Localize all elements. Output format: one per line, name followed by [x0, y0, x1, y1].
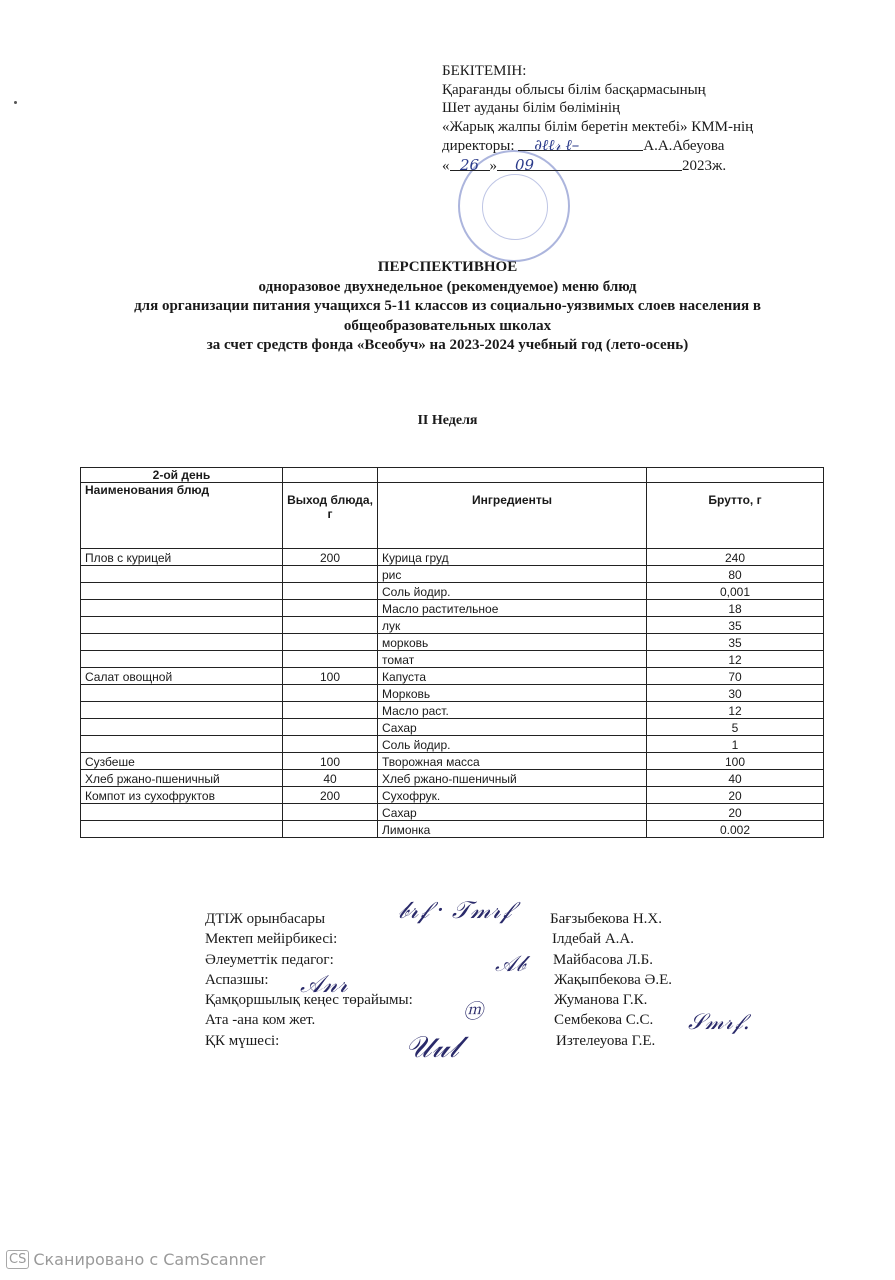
gross-cell: 20 — [647, 804, 824, 821]
gross-cell: 100 — [647, 753, 824, 770]
gross-cell: 12 — [647, 702, 824, 719]
dish-cell — [81, 634, 283, 651]
gross-cell: 30 — [647, 685, 824, 702]
signature-scribble-icon: 𝒷𝓇𝒻 · 𝒯𝓂𝓇𝒻 — [398, 896, 512, 924]
ingredient-cell: рис — [378, 566, 647, 583]
signatory-role: Мектеп мейірбикесі: — [205, 931, 338, 948]
document-subtitle-1 — [0, 278, 895, 298]
dish-cell — [81, 617, 283, 634]
yield-cell — [283, 566, 378, 583]
table-row — [81, 719, 824, 736]
table-header-row — [81, 483, 824, 549]
yield-cell: 40 — [283, 770, 378, 787]
signatory-name: Жақыпбекова Ә.Е. — [554, 971, 673, 988]
signature-scribble-icon: 𝒜𝓃𝓇 — [300, 970, 348, 998]
gross-cell: 35 — [647, 617, 824, 634]
date-year: 2023ж. — [682, 157, 727, 174]
scan-speck — [14, 101, 17, 104]
signature-scribble-icon: 𝒰𝓊𝓁 — [405, 1030, 459, 1065]
yield-cell: 200 — [283, 549, 378, 566]
ingredient-cell: Капуста — [378, 668, 647, 685]
yield-cell — [283, 736, 378, 753]
dish-cell — [81, 583, 283, 600]
signatory-name: Майбасова Л.Б. — [553, 951, 654, 968]
approval-block — [442, 62, 753, 176]
ingredient-cell: Соль йодир. — [378, 736, 647, 753]
dish-cell — [81, 821, 283, 838]
dish-cell — [81, 719, 283, 736]
signatory-name: Жуманова Г.К. — [554, 992, 648, 1009]
dish-cell — [81, 702, 283, 719]
week-label: II Неделя — [417, 413, 478, 428]
header-gross: Брутто, г — [647, 483, 824, 549]
gross-cell: 0,001 — [647, 583, 824, 600]
ingredient-cell: Курица груд — [378, 549, 647, 566]
gross-cell: 70 — [647, 668, 824, 685]
camscanner-watermark — [6, 1250, 265, 1269]
ingredient-cell: лук — [378, 617, 647, 634]
gross-cell: 1 — [647, 736, 824, 753]
gross-cell: 5 — [647, 719, 824, 736]
ingredient-cell: Масло раст. — [378, 702, 647, 719]
table-row — [81, 736, 824, 753]
signatory-role: Әлеуметтік педагог: — [205, 951, 334, 968]
table-row — [81, 583, 824, 600]
camscanner-logo-icon: CS — [6, 1250, 29, 1269]
dish-cell — [81, 566, 283, 583]
yield-cell: 100 — [283, 753, 378, 770]
dish-cell: Хлеб ржано-пшеничный — [81, 770, 283, 787]
date-month: 09 — [515, 155, 535, 174]
dish-cell — [81, 804, 283, 821]
document-title-block — [0, 258, 895, 356]
gross-cell: 18 — [647, 600, 824, 617]
signatory-role: Қамқоршылық кеңес төрайымы: — [205, 992, 413, 1009]
document-subtitle-3: общеобразовательных школах — [343, 317, 552, 334]
day-empty-cell — [378, 468, 647, 483]
yield-cell — [283, 804, 378, 821]
signatory-role: ҚК мүшесі: — [205, 1032, 280, 1049]
table-row — [81, 600, 824, 617]
gross-cell: 20 — [647, 787, 824, 804]
dish-cell: Плов с курицей — [81, 549, 283, 566]
signatory-names — [550, 909, 672, 1051]
day-row — [81, 468, 824, 483]
yield-cell — [283, 821, 378, 838]
subtitle-text-1: одноразовое двухнедельное (рекомендуемое) меню блюд — [258, 278, 637, 295]
dish-cell: Салат овощной — [81, 668, 283, 685]
approval-director-line — [442, 136, 753, 156]
signatory-name: Бағзыбекова Н.Х. — [550, 911, 663, 927]
approval-line-2: Шет ауданы білім бөлімінің — [442, 100, 621, 117]
ingredient-cell: томат — [378, 651, 647, 668]
date-month-field — [497, 155, 682, 174]
camscanner-text: Сканировано с CamScanner — [33, 1250, 266, 1269]
yield-cell — [283, 651, 378, 668]
yield-cell — [283, 583, 378, 600]
director-label: директоры: — [442, 138, 515, 155]
dish-cell: Сузбеше — [81, 753, 283, 770]
day-empty-cell — [647, 468, 824, 483]
date-day-field — [450, 155, 490, 174]
header-yield: Выход блюда, г — [283, 483, 378, 549]
yield-cell — [283, 617, 378, 634]
ingredient-cell: Соль йодир. — [378, 583, 647, 600]
signatory-name: Изтелеуова Г.Е. — [556, 1032, 656, 1049]
document-subtitle-4: за счет средств фонда «Всеобуч» на 2023-2024 учебный год (лето-осень) — [206, 337, 689, 353]
table-row — [81, 668, 824, 685]
approval-date-line — [442, 156, 753, 176]
table-row — [81, 770, 824, 787]
gross-cell: 35 — [647, 634, 824, 651]
date-open-quote: « — [442, 157, 450, 174]
signature-scribble-icon: ⓜ — [463, 999, 483, 1023]
table-row — [81, 787, 824, 804]
table-row — [81, 549, 824, 566]
signatory-name: Сембекова С.С. — [554, 1012, 654, 1029]
signatory-name: Ілдебай А.А. — [552, 931, 635, 948]
dish-cell — [81, 685, 283, 702]
ingredient-cell: Масло растительное — [378, 600, 647, 617]
signatory-role: Ата -ана ком жет. — [205, 1012, 316, 1029]
yield-cell — [283, 719, 378, 736]
approval-heading: БЕКІТЕМІН: — [442, 63, 527, 79]
yield-cell — [283, 600, 378, 617]
director-name: А.А.Абеуова — [643, 138, 725, 155]
dish-cell — [81, 600, 283, 617]
document-subtitle-2: для организации питания учащихся 5-11 классов из социально-уязвимых слоев населения в — [134, 298, 761, 314]
date-day: 26 — [459, 155, 480, 174]
signatory-role: Аспазшы: — [205, 971, 269, 988]
header-dish: Наименования блюд — [81, 483, 283, 549]
date-close-quote: » — [489, 157, 497, 174]
gross-cell: 240 — [647, 549, 824, 566]
approval-line-3: «Жарық жалпы білім беретін мектебі» КММ-нің — [442, 118, 754, 135]
day-empty-cell — [283, 468, 378, 483]
table-row — [81, 702, 824, 719]
dish-cell — [81, 651, 283, 668]
ingredient-cell: Лимонка — [378, 821, 647, 838]
ingredient-cell: Сухофрук. — [378, 787, 647, 804]
ingredient-cell: морковь — [378, 634, 647, 651]
dish-cell: Компот из сухофруктов — [81, 787, 283, 804]
yield-cell — [283, 702, 378, 719]
dish-cell — [81, 736, 283, 753]
ingredient-cell: Творожная масса — [378, 753, 647, 770]
table-row — [81, 821, 824, 838]
gross-cell: 40 — [647, 770, 824, 787]
ingredient-cell: Морковь — [378, 685, 647, 702]
director-signature — [518, 136, 643, 155]
yield-cell: 200 — [283, 787, 378, 804]
table-row — [81, 685, 824, 702]
table-row — [81, 804, 824, 821]
signatory-role: ДТІЖ орынбасары — [205, 911, 326, 927]
gross-cell: 80 — [647, 566, 824, 583]
gross-cell: 0.002 — [647, 821, 824, 838]
table-row — [81, 566, 824, 583]
signature-scribble-icon: 𝒮𝓂𝓇𝒻. — [688, 1010, 750, 1035]
ingredient-cell: Сахар — [378, 719, 647, 736]
ingredient-cell: Хлеб ржано-пшеничный — [378, 770, 647, 787]
table-row — [81, 753, 824, 770]
yield-cell: 100 — [283, 668, 378, 685]
signature-scribble-icon: 𝒜𝒷 — [495, 952, 526, 977]
table-row — [81, 617, 824, 634]
table-row — [81, 634, 824, 651]
signature-scribble-icon: ∂ℓℓ︎𝓇 ℓ– — [534, 136, 580, 155]
ingredient-cell: Сахар — [378, 804, 647, 821]
header-ingredients: Ингредиенты — [378, 483, 647, 549]
gross-cell: 12 — [647, 651, 824, 668]
document-title: ПЕРСПЕКТИВНОЕ — [377, 259, 518, 275]
yield-cell — [283, 634, 378, 651]
yield-cell — [283, 685, 378, 702]
day-label: 2-ой день — [81, 468, 283, 483]
approval-line-1: Қарағанды облысы білім басқармасының — [442, 81, 706, 98]
table-row — [81, 651, 824, 668]
menu-table — [80, 467, 824, 838]
